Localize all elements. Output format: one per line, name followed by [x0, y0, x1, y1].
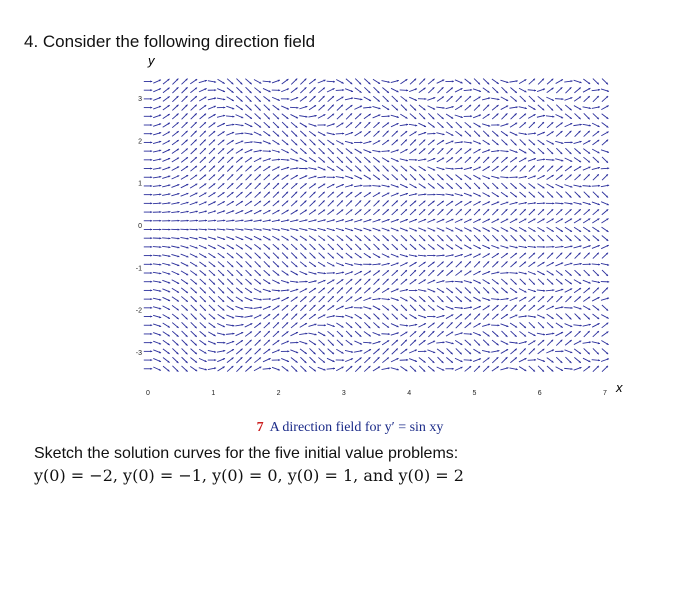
- slope-arrowhead: [150, 176, 152, 178]
- y-tick-label: 3: [138, 96, 142, 104]
- slope-arrowhead: [278, 359, 280, 361]
- slope-arrowhead: [196, 229, 198, 231]
- slope-arrowhead: [150, 185, 152, 187]
- slope-arrowhead: [370, 185, 372, 187]
- slope-arrowhead: [379, 185, 381, 187]
- slope-arrowhead: [159, 237, 161, 239]
- slope-arrowhead: [150, 133, 152, 135]
- slope-arrowhead: [443, 341, 445, 343]
- slope-arrowhead: [150, 307, 152, 309]
- slope-arrowhead: [342, 359, 344, 361]
- slope-arrowhead: [543, 290, 545, 292]
- slope-arrowhead: [287, 289, 289, 291]
- slope-arrowhead: [150, 115, 152, 117]
- x-axis-ticks: [146, 390, 607, 397]
- slope-arrowhead: [598, 263, 600, 265]
- slope-arrowhead: [214, 89, 216, 91]
- slope-arrowhead: [159, 202, 161, 204]
- slope-arrowhead: [443, 194, 445, 196]
- slope-arrowhead: [232, 115, 234, 117]
- slope-arrowhead: [552, 289, 554, 291]
- slope-arrowhead: [461, 167, 463, 169]
- slope-arrowhead: [342, 133, 344, 135]
- slope-arrowhead: [159, 193, 161, 195]
- x-tick-label: 1: [211, 390, 216, 397]
- slope-arrowhead: [607, 167, 609, 169]
- slope-arrowhead: [324, 324, 326, 326]
- slope-arrowhead: [589, 263, 591, 265]
- slope-arrowhead: [571, 307, 573, 309]
- slope-arrowhead: [415, 159, 417, 161]
- slope-arrowhead: [370, 342, 372, 344]
- slope-arrowhead: [150, 80, 152, 82]
- question-heading: 4. Consider the following direction field: [24, 32, 316, 51]
- slope-arrowhead: [159, 220, 161, 222]
- slope-arrowhead: [150, 237, 152, 239]
- slope-arrowhead: [434, 133, 436, 135]
- slope-arrowhead: [269, 368, 271, 370]
- slope-arrowhead: [296, 107, 298, 109]
- slope-arrowhead: [543, 202, 545, 204]
- slope-arrowhead: [534, 89, 536, 91]
- slope-arrowhead: [406, 359, 408, 361]
- slope-arrowhead: [379, 263, 381, 265]
- slope-arrowhead: [168, 211, 170, 213]
- slope-arrowhead: [150, 324, 152, 326]
- slope-arrowhead: [324, 124, 326, 126]
- slope-arrowhead: [269, 150, 271, 152]
- slope-arrowhead: [443, 254, 445, 256]
- slope-arrowhead: [159, 211, 161, 213]
- y-tick-label: -1: [135, 265, 142, 273]
- direction-field-figure: [130, 55, 630, 405]
- slope-arrowhead: [150, 167, 152, 169]
- slope-arrowhead: [424, 350, 426, 352]
- x-tick-label: 5: [472, 390, 477, 397]
- x-tick-label: 6: [537, 390, 542, 397]
- slope-arrowhead: [370, 263, 372, 265]
- caption-number: 7: [256, 420, 264, 435]
- slope-arrowhead: [598, 185, 600, 187]
- slope-arrowhead: [388, 150, 390, 152]
- slope-arrowhead: [607, 281, 609, 283]
- x-tick-label: 4: [407, 390, 412, 397]
- slope-arrowhead: [168, 237, 170, 239]
- slope-arrowhead: [470, 115, 472, 117]
- slope-arrowhead: [415, 289, 417, 291]
- slope-arrowhead: [150, 342, 152, 344]
- slope-arrowhead: [461, 307, 463, 309]
- slope-arrowhead: [580, 324, 582, 326]
- slope-arrowhead: [498, 324, 500, 326]
- slope-arrowhead: [150, 228, 152, 230]
- instructions-line-1: Sketch the solution curves for the five initial value problems:: [34, 445, 459, 462]
- slope-arrowhead: [360, 141, 362, 143]
- slope-arrowhead: [562, 98, 564, 100]
- slope-arrowhead: [150, 159, 152, 161]
- slope-arrowhead: [159, 246, 161, 248]
- slope-arrowhead: [552, 246, 554, 248]
- slope-arrowhead: [150, 315, 152, 317]
- slope-arrowhead: [150, 211, 152, 213]
- slope-arrowhead: [223, 106, 225, 108]
- slope-arrowhead: [370, 106, 372, 108]
- slope-arrowhead: [534, 359, 536, 361]
- slope-arrowhead: [150, 255, 152, 257]
- slope-arrowhead: [150, 281, 152, 283]
- slope-arrowhead: [470, 333, 472, 335]
- slope-arrowhead: [360, 307, 362, 309]
- slope-arrowhead: [598, 359, 600, 361]
- slope-arrowhead: [178, 229, 180, 231]
- y-tick-label: -2: [135, 307, 142, 315]
- y-tick-label: -3: [135, 349, 142, 357]
- x-tick-label: 2: [276, 390, 281, 397]
- x-axis-label: x: [616, 380, 623, 395]
- slope-arrowhead: [150, 194, 152, 196]
- slope-arrowhead: [150, 368, 152, 370]
- slope-arrowhead: [333, 176, 335, 178]
- slope-arrowhead: [150, 141, 152, 143]
- slope-arrowhead: [150, 150, 152, 152]
- slope-arrowhead: [388, 333, 390, 335]
- caption-text: A direction field for y′ = sin xy: [269, 420, 444, 435]
- slope-arrowhead: [342, 89, 344, 91]
- slope-arrowhead: [388, 298, 390, 300]
- y-axis-ticks: [136, 96, 142, 357]
- slope-arrowhead: [388, 115, 390, 117]
- slope-arrowhead: [150, 202, 152, 204]
- slope-arrowhead: [150, 220, 152, 222]
- slope-arrowhead: [232, 333, 234, 335]
- slope-arrowhead: [497, 298, 499, 300]
- slope-arrowhead: [214, 359, 216, 361]
- slope-arrowhead: [187, 220, 189, 222]
- slope-arrowhead: [150, 333, 152, 335]
- slope-arrowhead: [333, 272, 335, 274]
- slope-arrowhead: [278, 290, 280, 292]
- slope-arrowhead: [150, 89, 152, 91]
- slope-arrowhead: [434, 255, 436, 257]
- slope-arrowhead: [561, 202, 563, 204]
- slope-arrowhead: [562, 350, 564, 352]
- slope-arrowhead: [589, 185, 591, 187]
- slope-arrowhead: [223, 342, 225, 344]
- slope-arrowhead: [306, 168, 308, 170]
- slope-arrowhead: [187, 229, 189, 231]
- slope-arrowhead: [214, 229, 216, 231]
- slope-arrowhead: [278, 89, 280, 91]
- y-tick-label: 1: [138, 180, 142, 188]
- y-tick-label: 0: [138, 223, 142, 230]
- slope-arrowhead: [159, 255, 161, 257]
- slope-arrowhead: [461, 281, 463, 283]
- x-tick-label: 0: [146, 390, 150, 397]
- slope-arrowhead: [296, 341, 298, 343]
- slope-arrowhead: [159, 228, 161, 230]
- x-tick-label: 7: [603, 390, 607, 397]
- slope-arrowhead: [150, 298, 152, 300]
- slope-arrowhead: [287, 350, 289, 352]
- slope-arrowhead: [150, 272, 152, 274]
- slope-arrowhead: [571, 368, 573, 370]
- slope-arrowhead: [214, 220, 216, 222]
- slope-arrowhead: [507, 272, 509, 274]
- slope-arrowhead: [306, 281, 308, 283]
- slope-arrowhead: [434, 194, 436, 196]
- slope-arrowhead: [534, 246, 536, 248]
- slope-arrowhead: [150, 350, 152, 352]
- x-tick-label: 3: [341, 390, 346, 397]
- direction-field-plot: [130, 55, 630, 405]
- slope-arrowhead: [269, 81, 271, 83]
- slope-arrowhead: [150, 263, 152, 265]
- initial-value-problems: y(0) = −2, y(0) = −1, y(0) = 0, y(0) = 1, and y(0) = 2: [34, 466, 464, 485]
- slope-arrowhead: [150, 289, 152, 291]
- y-tick-label: 2: [138, 138, 142, 146]
- slope-arrowhead: [169, 228, 171, 230]
- slope-arrowhead: [150, 246, 152, 248]
- slope-arrowhead: [498, 124, 500, 126]
- slope-arrowhead: [406, 89, 408, 91]
- slope-arrowhead: [196, 220, 198, 222]
- slope-arrowhead: [150, 107, 152, 109]
- slope-arrowhead: [452, 280, 454, 282]
- slope-arrowhead: [552, 202, 554, 204]
- slope-arrowhead: [452, 80, 454, 82]
- slope-arrowhead: [470, 359, 472, 361]
- slope-arrowhead: [342, 316, 344, 318]
- slope-arrowhead: [150, 124, 152, 126]
- slope-arrowhead: [571, 141, 573, 143]
- figure-caption: [0, 420, 700, 436]
- slope-arrowhead: [150, 98, 152, 100]
- slope-arrowhead: [470, 89, 472, 91]
- slope-arrowhead: [543, 246, 545, 248]
- slope-arrowhead: [424, 98, 426, 100]
- slope-arrowhead: [269, 298, 271, 300]
- slope-arrowhead: [434, 316, 436, 318]
- slope-arrowhead: [516, 272, 518, 274]
- slope-arrowhead: [452, 368, 454, 370]
- slope-arrowhead: [287, 159, 289, 161]
- slope-arrowhead: [169, 220, 171, 222]
- slope-arrowhead: [333, 81, 335, 83]
- slope-arrowhead: [150, 359, 152, 361]
- slope-arrows: [144, 79, 609, 372]
- slope-arrowhead: [178, 220, 180, 222]
- slope-arrowhead: [287, 98, 289, 100]
- y-axis-label: y: [148, 55, 155, 68]
- slope-arrowhead: [205, 220, 207, 222]
- slope-arrowhead: [424, 255, 426, 257]
- slope-arrowhead: [205, 229, 207, 231]
- slope-arrowhead: [333, 368, 335, 370]
- slope-arrowhead: [516, 176, 518, 178]
- slope-arrowhead: [552, 159, 554, 161]
